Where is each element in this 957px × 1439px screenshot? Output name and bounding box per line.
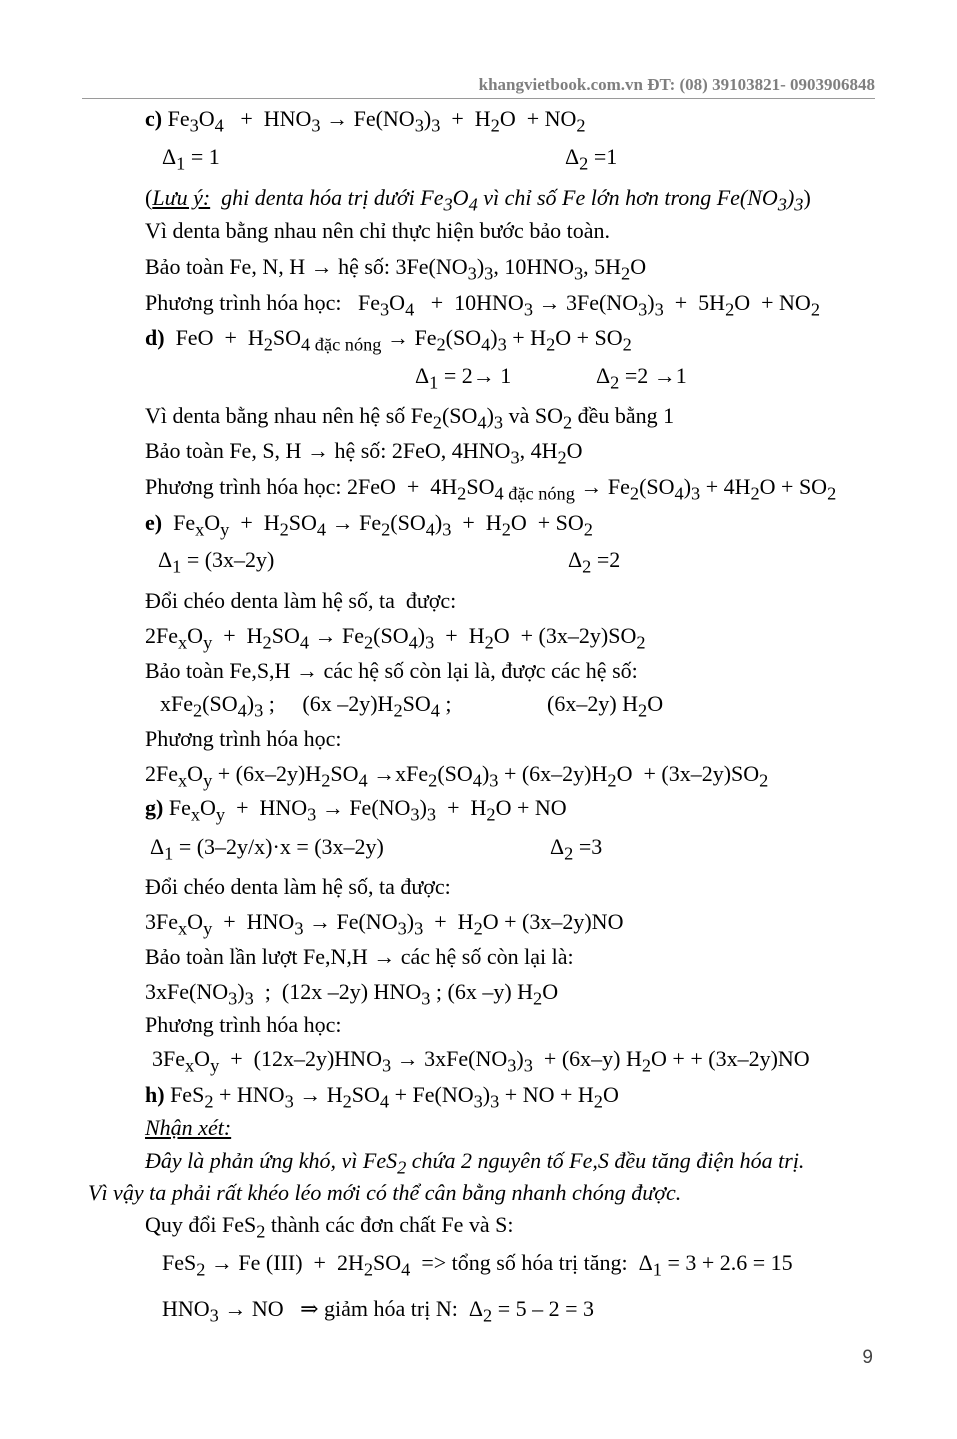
text-line: Phương trình hóa học:	[145, 726, 342, 751]
text-line: $\Delta_1 = (3-2y/x)\cdot x = (3x-2y)$	[150, 834, 384, 864]
text-line: $2Fe_xO_y + H_2SO_4 \to Fe_2(SO_4)_3 + H_2O + (3x-2y)SO_2$	[145, 623, 646, 653]
text-line: $2Fe_xO_y + (6x-2y)H_2SO_4 \to xFe_2(SO_4)_3 + (6x-2y)H_2O + (3x-2y)SO_2$	[145, 761, 769, 791]
text-line: $3xFe(NO_3)_3$ ; (12x –2y) $HNO_3$ ; (6x –y) $H_2O$	[145, 979, 559, 1009]
text-line: g) $Fe_xO_y + HNO_3 \to Fe(NO_3)_3 + H_2O$ + NO	[145, 795, 567, 825]
text-line: $\Delta_2 =1$	[565, 144, 618, 174]
text-line: Bảo toàn Fe, S, H → hệ số: 2FeO, $4HNO_3$, $4H_2O$	[145, 438, 583, 468]
text-line: Quy đổi FeS$_2$ thành các đơn chất Fe và S:	[145, 1212, 514, 1242]
text-line: d) FeO + $H_2SO_{4 đặc nóng} \to Fe_2(SO_4)_3 + H_2O + SO_2$	[145, 325, 632, 355]
text-line: $\Delta_2 =3$	[550, 834, 603, 864]
text-line: Bảo toàn Fe,S,H → các hệ số còn lại là, được các hệ số:	[145, 658, 638, 683]
text-line: Bảo toàn lần lượt Fe,N,H → các hệ số còn lại là:	[145, 944, 574, 969]
text-line: Nhận xét:	[145, 1115, 232, 1140]
text-line: $xFe_2(SO_4)_3$ ; (6x $-2y)H_2SO_4$ ;	[160, 691, 452, 721]
text-line: e) $Fe_xO_y + H_2SO_4 \to Fe_2(SO_4)_3 + H_2O + SO_2$	[145, 510, 593, 540]
text-line: c) $Fe_3O_4 + HNO_3 \to Fe(NO_3)_3 + H_2O + NO_2$	[145, 106, 586, 136]
text-line: Đổi chéo denta làm hệ số, ta được:	[145, 874, 451, 899]
text-line: (6x–2y) $H_2O$	[547, 691, 664, 721]
text-line: $HNO_3$ → NO ⇒ giảm hóa trị N: $\Delta_2 = 5 - 2 = 3$	[162, 1296, 595, 1326]
text-line: h) $FeS_2 + HNO_3 \to H_2SO_4 + Fe(NO_3)_3$ + NO + $H_2O$	[145, 1082, 619, 1112]
text-line: Đổi chéo denta làm hệ số, ta được:	[145, 588, 457, 613]
text-line: FeS$_2$ → Fe $(III) + 2H_2SO_4$ => tổng số hóa trị tăng: $\Delta_1 = 3 + 2.6 = 15$	[162, 1250, 793, 1280]
text-line: Vì denta bằng nhau nên chỉ thực hiện bước bảo toàn.	[145, 218, 610, 243]
text-line: Đây là phản ứng khó, vì FeS$_2$ chứa 2 nguyên tố Fe,S đều tăng điện hóa trị.	[145, 1148, 805, 1178]
text-line: $3Fe_xO_y + (12x-2y)HNO_3 \to 3xFe(NO_3)_3 + (6x-y) H_2O$ + + (3x–2y)NO	[152, 1046, 810, 1076]
text-line: $\Delta_1 = 1$	[162, 144, 220, 174]
text-line: (Lưu ý: ghi denta hóa trị dưới $Fe_3O_4$ vì chỉ số Fe lớn hơn trong $Fe(NO_3)_3$)	[145, 185, 811, 215]
text-line: Phương trình hóa học: $2FeO + 4H_2SO_{4 đặc nóng} \to Fe_2(SO_4)_3 + 4H_2O + SO_2$	[145, 474, 837, 504]
text-line: $3Fe_xO_y + HNO_3 \to Fe(NO_3)_3 + H_2O + (3x-2y)NO$	[145, 909, 624, 939]
text-line: Phương trình hóa học: $Fe_3O_4 + 10HNO_3 \to 3Fe(NO_3)_3 + 5H_2O + NO_2$	[145, 290, 820, 320]
header-rule	[82, 98, 875, 99]
text-line: $\Delta_2 =2 \to 1$	[596, 363, 687, 393]
text-line: Phương trình hóa học:	[145, 1012, 342, 1037]
page-number: 9	[862, 1347, 873, 1368]
text-line: Vì denta bằng nhau nên hệ số $Fe_2(SO_4)_3$ và $SO_2$ đều bằng 1	[145, 403, 675, 433]
text-line: Bảo toàn Fe, N, H → hệ số: $3Fe(NO_3)_3$, $10HNO_3$, $5H_2O$	[145, 254, 647, 284]
text-line: Vì vậy ta phải rất khéo léo mới có thể cân bằng nhanh chóng được.	[88, 1180, 682, 1205]
text-line: $\Delta_2 =2$	[568, 547, 621, 577]
page-header: khangvietbook.com.vn ĐT: (08) 39103821- 0903906848	[478, 75, 875, 94]
text-line: $\Delta_1 = 2\to 1$	[415, 363, 512, 393]
text-line: $\Delta_1 = (3x-2y)$	[158, 547, 275, 577]
